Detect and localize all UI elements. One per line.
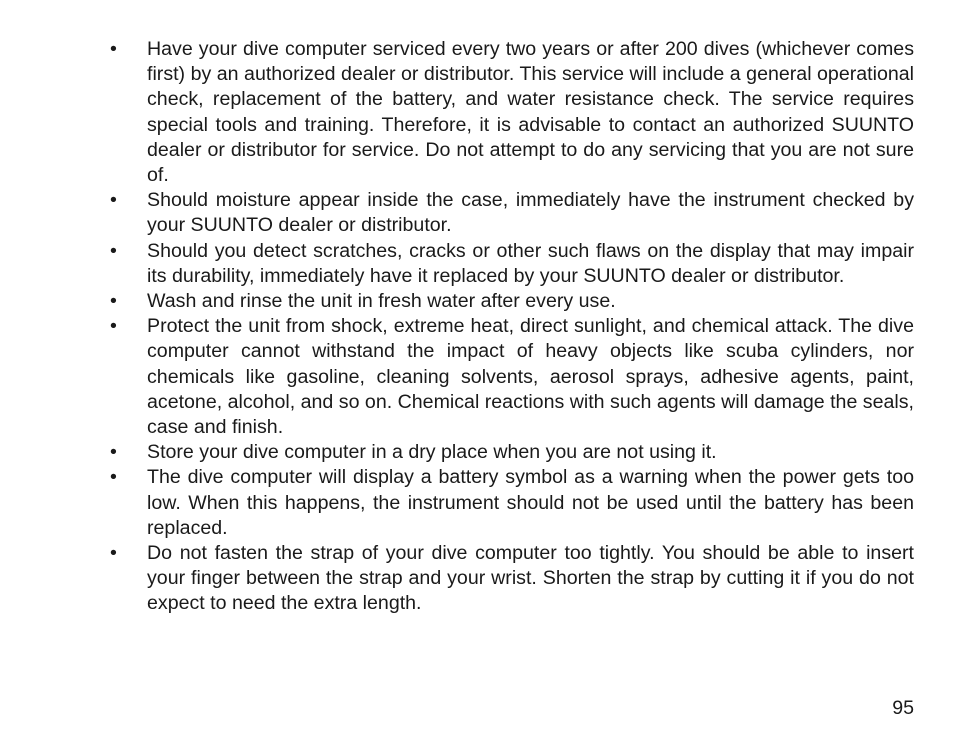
bullet-text: Have your dive computer serviced every two years or after 200 dives (whichever comes first) by an authorized dealer or distributor. This service will include a general operational check, replacement of the battery, and water resistance check. The service requires special tools and training. Therefore, it is advisable to contact an authorized SUUNTO dealer or distributor for service. Do not attempt to do any servicing that you are not sure of. bbox=[147, 38, 914, 187]
bullet-marker: • bbox=[110, 466, 117, 489]
bullet-marker: • bbox=[110, 189, 117, 212]
bullet-marker: • bbox=[110, 239, 117, 262]
bullet-item-store bbox=[110, 440, 914, 465]
maintenance-bullet-list bbox=[110, 37, 914, 617]
bullet-text: Wash and rinse the unit in fresh water after every use. bbox=[147, 290, 616, 313]
bullet-marker: • bbox=[110, 441, 117, 464]
bullet-item-moisture bbox=[110, 188, 914, 238]
bullet-text: Protect the unit from shock, extreme heat, direct sunlight, and chemical attack. The dive computer cannot withstand the impact of heavy objects like scuba cylinders, nor chemicals like gasoline, cleaning solvents, aerosol sprays, adhesive agents, paint, acetone, alcohol, and so on. Chemical reactions with such agents will damage the seals, case and finish. bbox=[147, 315, 914, 439]
bullet-text: Do not fasten the strap of your dive computer too tightly. You should be able to insert your finger between the strap and your wrist. Shorten the strap by cutting it if you do not expect to need the extra length. bbox=[147, 542, 914, 615]
page-number: 95 bbox=[892, 697, 914, 719]
bullet-text: Should moisture appear inside the case, immediately have the instrument checked by your SUUNTO dealer or distributor. bbox=[147, 189, 914, 237]
bullet-marker: • bbox=[110, 290, 117, 313]
bullet-item-service bbox=[110, 37, 914, 188]
bullet-text: Should you detect scratches, cracks or other such flaws on the display that may impair its durability, immediately have it replaced by your SUUNTO dealer or distributor. bbox=[147, 239, 914, 287]
bullet-text: Store your dive computer in a dry place when you are not using it. bbox=[147, 441, 717, 464]
bullet-marker: • bbox=[110, 542, 117, 565]
bullet-item-scratches bbox=[110, 239, 914, 289]
bullet-item-protect bbox=[110, 314, 914, 440]
bullet-text: The dive computer will display a battery symbol as a warning when the power gets too low. When this happens, the instrument should not be used until the battery has been replaced. bbox=[147, 466, 914, 539]
bullet-item-wash bbox=[110, 289, 914, 314]
bullet-item-strap bbox=[110, 541, 914, 617]
bullet-marker: • bbox=[110, 38, 117, 60]
bullet-item-battery bbox=[110, 465, 914, 541]
bullet-marker: • bbox=[110, 315, 117, 338]
